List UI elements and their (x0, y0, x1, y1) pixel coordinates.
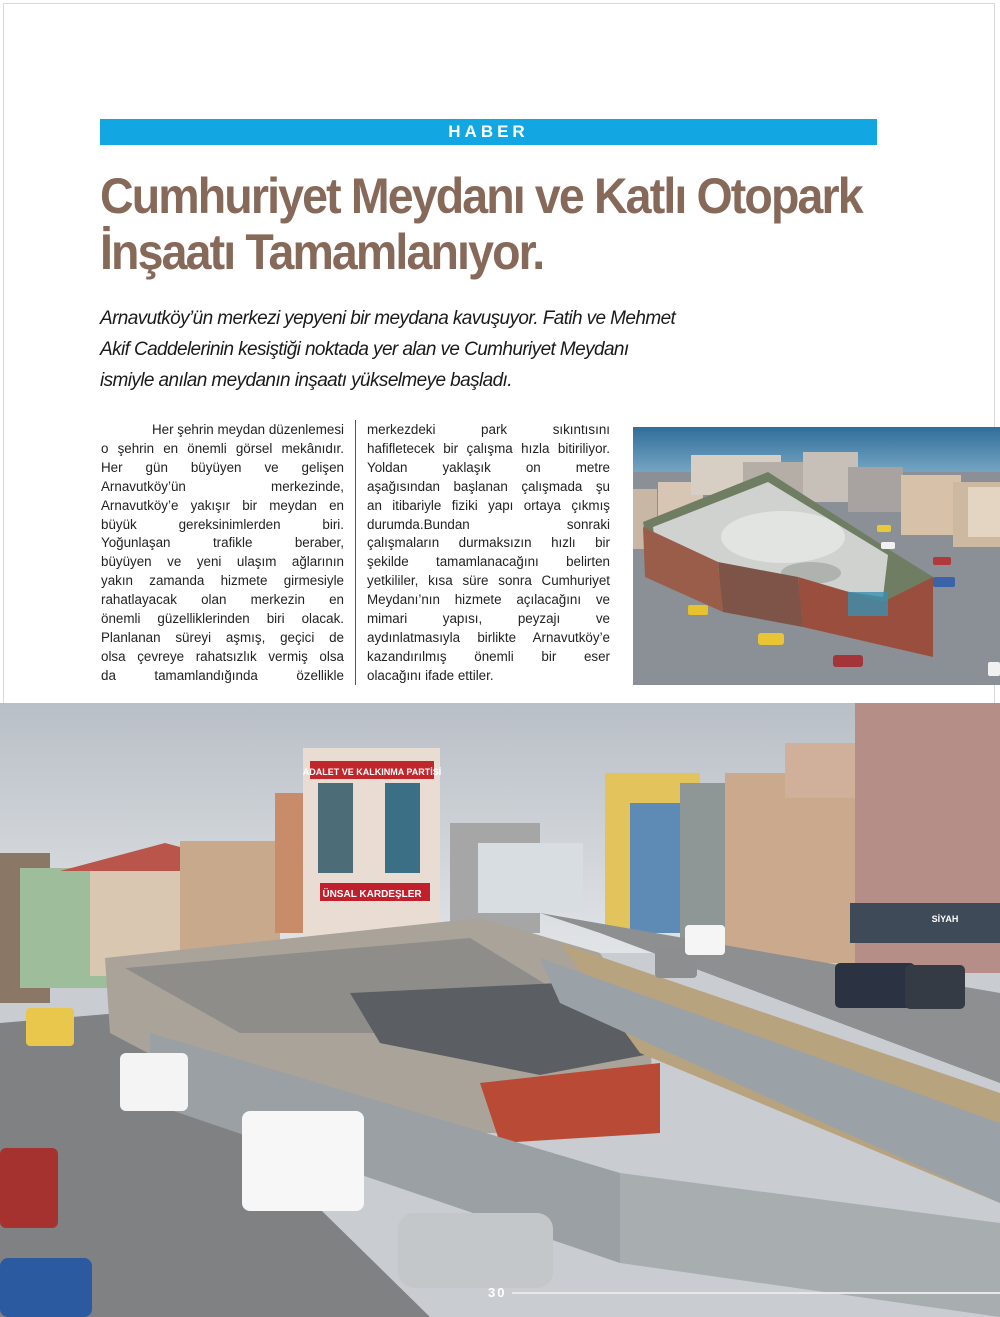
body-line: durumda.Bundan sonraki (367, 516, 610, 532)
body-line: Arnavutköy’ün merkezinde, (101, 478, 344, 494)
body-line: şekilde tamamlanacağını belirten (367, 554, 610, 570)
body-line: an itibariyle fiziki yapı ortaya çıkmış (367, 497, 610, 513)
shop-sign-right-text: SİYAH (931, 914, 959, 924)
body-line: merkezdeki park sıkıntısını (367, 422, 610, 437)
page-number: 30 (488, 1285, 507, 1300)
page-rule (512, 1292, 1000, 1294)
lead-line: ismiyle anılan meydanın inşaatı yükselmeye başladı. (100, 370, 512, 391)
body-line: kazandırılmış önemli bir eser (367, 648, 610, 664)
rendering-illustration (633, 427, 1000, 685)
body-line: Arnavutköy’e yakışır bir meydan en (101, 497, 344, 513)
body-line: önemli güzelliklerinden biri olacak. (101, 611, 344, 627)
body-line: Meydanı’nın hizmete açılacağını ve (367, 592, 610, 608)
body-line: çalışmaların durmaksızın hızlı bir (367, 535, 610, 551)
body-line: mimari yapısı, peyzajı ve (367, 611, 610, 627)
body-line: Her şehrin meydan düzenlemesi (151, 422, 344, 437)
body-line: büyüyen ve yeni ulaşım ağlarının (101, 554, 344, 570)
body-line: hafifletecek bir çalışma hızla bitiriliyor. (367, 440, 610, 456)
headline-line: Cumhuriyet Meydanı ve Katlı Otopark (100, 168, 862, 224)
body-line: yakın zamanda hizmete girmesiyle (101, 573, 344, 589)
body-line: Yoğunlaşan trafikle beraber, (101, 535, 344, 551)
rendering-photo (633, 427, 1000, 685)
body-line: Yoldan yaklaşık on metre (367, 459, 610, 475)
body-line: olsa çevreye rahatsızlık vermiş olsa (101, 648, 344, 664)
body-column-2 (367, 421, 610, 686)
body-column-1 (101, 421, 344, 686)
lead-line: Arnavutköy’ün merkezi yepyeni bir meydana kavuşuyor. Fatih ve Mehmet (100, 308, 676, 329)
body-line: Planlanan süreyi aşmış, geçici de (101, 629, 344, 645)
street-illustration (0, 703, 1000, 1317)
party-sign-text: ADALET VE KALKINMA PARTİSİ (302, 767, 442, 777)
street-photo (0, 703, 1000, 1317)
shop-sign-text: ÜNSAL KARDEŞLER (322, 889, 422, 900)
lead-paragraph (100, 303, 700, 396)
section-label: HABER (100, 119, 877, 145)
body-line: Her gün büyüyen ve gelişen (101, 459, 344, 475)
body-line: da tamamlandığında özellikle (101, 667, 344, 683)
body-line: aşağısından başlanan çalışmada şu (367, 478, 610, 494)
body-line: o şehrin en önemli görsel mekânıdır. (101, 440, 344, 456)
body-line: olacağını ifade ettiler. (367, 667, 494, 683)
headline (100, 168, 863, 280)
body-line: rahatlayacak olan merkezin en (101, 592, 344, 608)
body-line: yetkililer, kısa süre sonra Cumhuriyet (367, 573, 610, 589)
body-line: aydınlatmasıyla birlikte Arnavutköy’e (367, 629, 610, 645)
column-divider (355, 420, 356, 685)
headline-line: İnşaatı Tamamlanıyor. (100, 224, 544, 280)
lead-line: Akif Caddelerinin kesiştiği noktada yer alan ve Cumhuriyet Meydanı (100, 339, 629, 360)
body-line: büyük gereksinimlerden biri. (101, 516, 344, 532)
